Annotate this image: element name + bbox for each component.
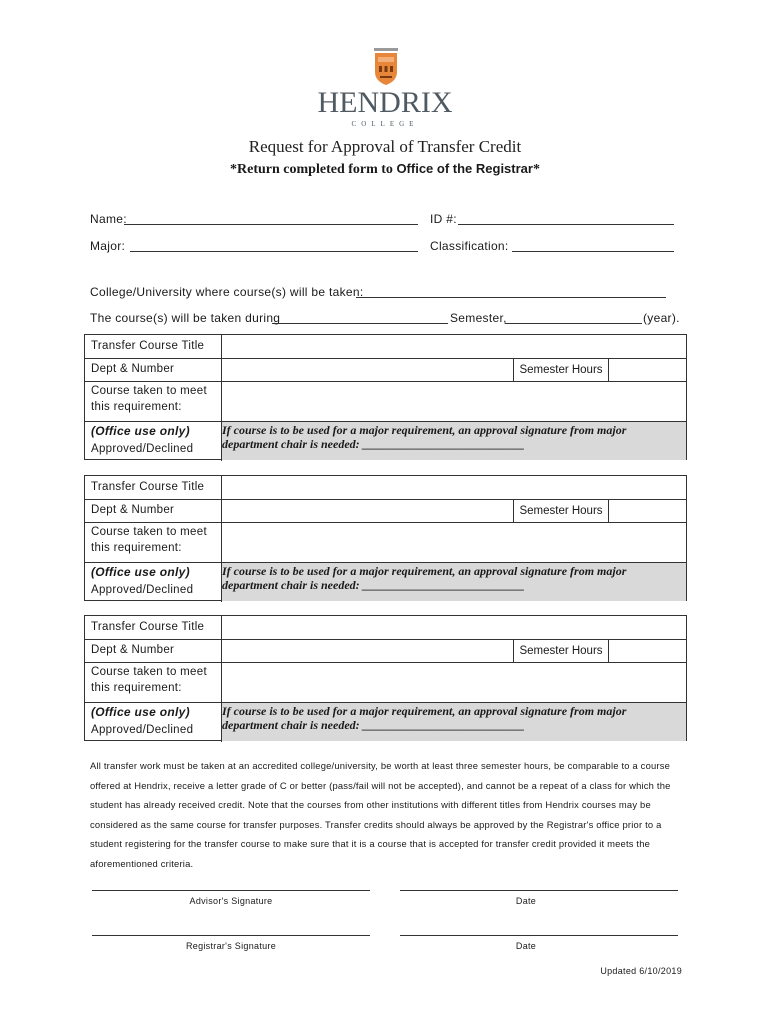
dept-number-field[interactable] <box>222 358 513 381</box>
requirement-field[interactable] <box>222 381 686 421</box>
transfer-course-title-field[interactable] <box>222 476 686 499</box>
logo-subtitle: COLLEGE <box>351 120 419 128</box>
requirement-label-2: this requirement: <box>91 542 182 554</box>
advisor-date-label: Date <box>515 896 537 906</box>
semester-hours-label: Semester Hours <box>513 499 609 522</box>
major-label: Major: <box>90 239 126 253</box>
classification-label: Classification: <box>430 239 509 253</box>
classification-row <box>430 239 509 253</box>
transfer-course-title-label: Transfer Course Title <box>91 481 205 493</box>
id-label: ID #: <box>430 212 457 226</box>
semester-field[interactable] <box>272 311 448 324</box>
advisor-signature-label: Advisor's Signature <box>189 896 273 906</box>
registrar-date-line[interactable] <box>400 935 678 936</box>
approved-declined-label: Approved/Declined <box>91 584 194 596</box>
form-title: Request for Approval of Transfer Credit <box>248 137 522 156</box>
approval-note-1: If course is to be used for a major requirement, an approval signature from major <box>222 704 627 718</box>
dept-number-label: Dept & Number <box>91 363 175 375</box>
office-use-label: (Office use only) <box>91 705 190 719</box>
dept-number-field[interactable] <box>222 499 513 522</box>
year-label: (year). <box>643 311 680 325</box>
requirement-label-1: Course taken to meet <box>91 526 207 538</box>
registrar-signature-label: Registrar's Signature <box>185 941 277 951</box>
form-subtitle <box>0 160 770 178</box>
requirement-label-2: this requirement: <box>91 401 182 413</box>
approved-declined-label: Approved/Declined <box>91 443 194 455</box>
college-field[interactable] <box>356 285 666 298</box>
college-label: College/University where course(s) will be taken: <box>90 285 364 299</box>
semester-hours-label: Semester Hours <box>513 639 609 662</box>
requirement-field[interactable] <box>222 522 686 562</box>
course-block <box>84 475 687 601</box>
major-field[interactable] <box>130 239 418 252</box>
registrar-signature-line[interactable] <box>92 935 370 936</box>
office-use-label: (Office use only) <box>91 424 190 438</box>
requirement-label-2: this requirement: <box>91 682 182 694</box>
requirement-label-1: Course taken to meet <box>91 666 207 678</box>
transfer-course-title-field[interactable] <box>222 616 686 639</box>
college-row <box>90 285 363 299</box>
advisor-date-line[interactable] <box>400 890 678 891</box>
dept-number-label: Dept & Number <box>91 504 175 516</box>
advisor-signature-line[interactable] <box>92 890 370 891</box>
college-logo <box>300 44 470 130</box>
subtitle-suffix: * <box>532 162 540 177</box>
semester-hours-field[interactable] <box>609 499 686 522</box>
id-field[interactable] <box>458 212 674 225</box>
updated-date: Updated 6/10/2019 <box>600 966 682 976</box>
approval-note-2: department chair is needed: ___________________________ <box>222 437 525 451</box>
requirement-label-1: Course taken to meet <box>91 385 207 397</box>
requirement-field[interactable] <box>222 662 686 702</box>
course-block <box>84 334 687 460</box>
name-label: Name: <box>90 212 127 226</box>
transfer-course-title-label: Transfer Course Title <box>91 621 205 633</box>
approval-note-1: If course is to be used for a major requirement, an approval signature from major <box>222 564 627 578</box>
policy-text: All transfer work must be taken at an accredited college/university, be worth at least three semester hours, be comparable to a course offered at Hendrix, receive a letter grade of C or better (pass/fail will not be accepted), and cannot be a repeat of a class for which the student has already received credit. Note that the courses from other institutions with different titles from Hendrix courses may be considered as the same course for transfer purposes. Transfer credits should always be approved by the Registrar's office prior to a student registering for the transfer course to make sure that it is a course that is accepted for transfer credit provided it meets the aforementioned criteria. <box>90 760 671 869</box>
taken-during-label: The course(s) will be taken during <box>90 311 281 325</box>
year-field[interactable] <box>505 311 642 324</box>
course-block <box>84 615 687 741</box>
transfer-course-title-label: Transfer Course Title <box>91 340 205 352</box>
name-field[interactable] <box>124 212 418 225</box>
classification-field[interactable] <box>512 239 674 252</box>
approved-declined-label: Approved/Declined <box>91 724 194 736</box>
semester-label: Semester, <box>450 311 507 325</box>
subtitle-office: Office of the Registrar <box>396 161 533 176</box>
college-shield-icon <box>372 48 400 86</box>
logo-wordmark: HENDRIX <box>317 86 453 119</box>
semester-hours-field[interactable] <box>609 639 686 662</box>
id-row <box>430 212 457 226</box>
dept-number-field[interactable] <box>222 639 513 662</box>
subtitle-prefix: *Return completed form to <box>230 162 397 177</box>
approval-note-2: department chair is needed: ___________________________ <box>222 718 525 732</box>
name-row <box>90 212 127 226</box>
approval-note-2: department chair is needed: ___________________________ <box>222 578 525 592</box>
dept-number-label: Dept & Number <box>91 644 175 656</box>
major-row <box>90 239 125 253</box>
semester-hours-label: Semester Hours <box>513 358 609 381</box>
approval-note-1: If course is to be used for a major requirement, an approval signature from major <box>222 423 627 437</box>
registrar-date-label: Date <box>515 941 537 951</box>
transfer-course-title-field[interactable] <box>222 335 686 358</box>
office-use-label: (Office use only) <box>91 565 190 579</box>
semester-hours-field[interactable] <box>609 358 686 381</box>
